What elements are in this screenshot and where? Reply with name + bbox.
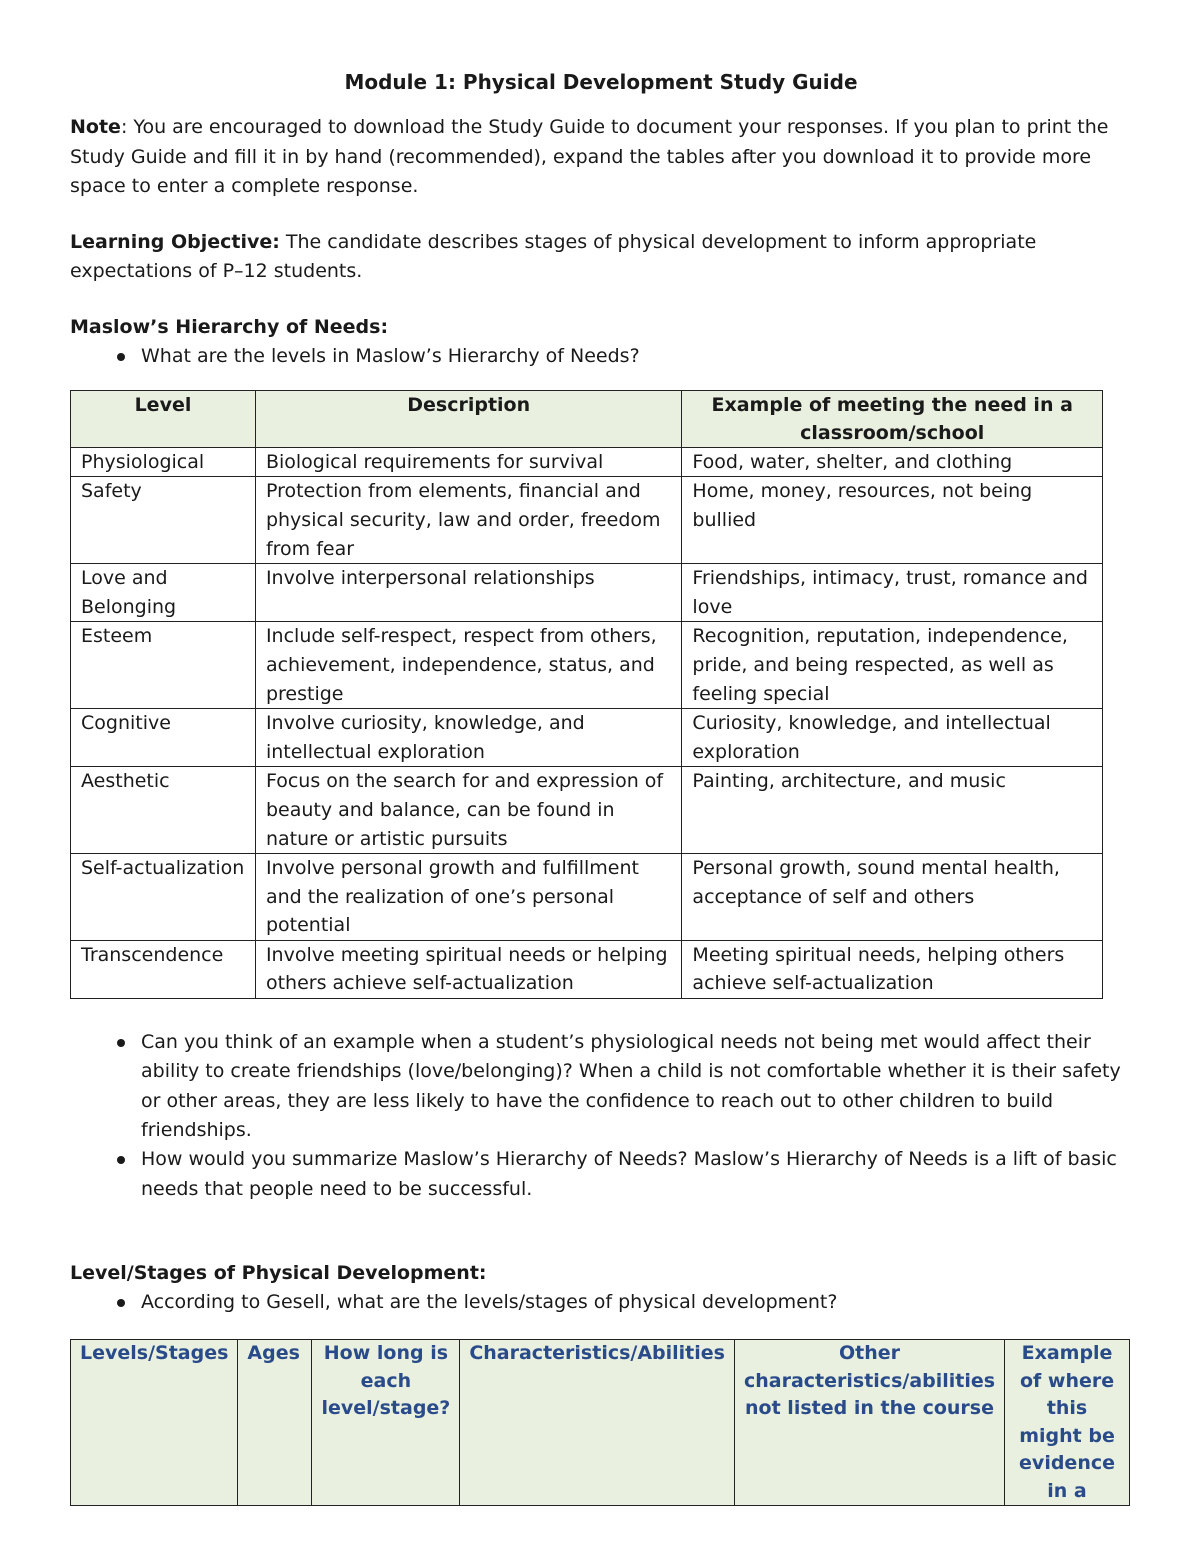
level-cell: Physiological bbox=[71, 447, 256, 477]
header-ages: Ages bbox=[238, 1340, 312, 1506]
followup-summary-answer: How would you summarize Maslow’s Hierarchy of Needs? Maslow’s Hierarchy of Needs is a lift of basic needs that people need to be successful. bbox=[141, 1145, 1141, 1204]
header-duration: How long is each level/stage? bbox=[312, 1340, 460, 1506]
physical-table-header-row bbox=[71, 1340, 1130, 1506]
description-cell: Involve curiosity, knowledge, and intellectual exploration bbox=[255, 709, 681, 767]
example-cell: Meeting spiritual needs, helping others achieve self-actualization bbox=[682, 940, 1103, 998]
level-cell: Cognitive bbox=[71, 709, 256, 767]
level-cell: Self-actualization bbox=[71, 854, 256, 941]
physical-question: According to Gesell, what are the levels/stages of physical development? bbox=[141, 1288, 1132, 1317]
level-cell: Transcendence bbox=[71, 940, 256, 998]
table-row bbox=[71, 477, 1103, 564]
note-label: Note bbox=[70, 116, 121, 138]
description-cell: Include self-respect, respect from others, achievement, independence, status, and prestige bbox=[255, 622, 681, 709]
physical-heading: Level/Stages of Physical Development: bbox=[70, 1261, 487, 1284]
example-cell: Curiosity, knowledge, and intellectual exploration bbox=[682, 709, 1103, 767]
maslow-header-level: Level bbox=[71, 390, 256, 447]
physical-question-list bbox=[70, 1288, 1132, 1317]
maslow-heading: Maslow’s Hierarchy of Needs: bbox=[70, 315, 389, 338]
physical-development-table bbox=[70, 1339, 1130, 1506]
header-example-evidence: Example of where this might be evidence in a bbox=[1005, 1340, 1130, 1506]
page-title: Module 1: Physical Development Study Guide bbox=[344, 70, 858, 94]
example-cell: Recognition, reputation, independence, pride, and being respected, as well as feeling special bbox=[682, 622, 1103, 709]
table-row bbox=[71, 854, 1103, 941]
table-row bbox=[71, 767, 1103, 854]
description-cell: Involve meeting spiritual needs or helping others achieve self-actualization bbox=[255, 940, 681, 998]
example-cell: Painting, architecture, and music bbox=[682, 767, 1103, 854]
example-cell: Food, water, shelter, and clothing bbox=[682, 447, 1103, 477]
note-paragraph bbox=[70, 113, 1120, 202]
example-cell: Friendships, intimacy, trust, romance and love bbox=[682, 564, 1103, 622]
objective-label: Learning Objective: bbox=[70, 230, 280, 253]
table-row bbox=[71, 447, 1103, 477]
maslow-question-list bbox=[70, 342, 1132, 371]
example-cell: Home, money, resources, not being bullied bbox=[682, 477, 1103, 564]
description-cell: Involve interpersonal relationships bbox=[255, 564, 681, 622]
objective-text: The candidate describes stages of physical development to inform appropriate expectations of P–12 students. bbox=[70, 230, 1037, 282]
maslow-header-example: Example of meeting the need in a classroom/school bbox=[682, 390, 1103, 447]
note-text: : You are encouraged to download the Study Guide to document your responses. If you plan to print the Study Guide and fill it in by hand (recommended), expand the tables after you download it to provide more space to enter a complete response. bbox=[70, 116, 1109, 197]
table-row bbox=[71, 622, 1103, 709]
description-cell: Involve personal growth and fulfillment and the realization of one’s personal potential bbox=[255, 854, 681, 941]
followup-list bbox=[70, 1028, 1141, 1204]
header-characteristics: Characteristics/Abilities bbox=[460, 1340, 735, 1506]
maslow-header-description: Description bbox=[255, 390, 681, 447]
followup-physiological-answer: Can you think of an example when a student’s physiological needs not being met would affect their ability to create friendships (love/belonging)? When a child is not comfortable whether it is their safety or other areas, they are less likely to have the confidence to reach out to other children to build friendships. bbox=[141, 1028, 1141, 1145]
level-cell: Safety bbox=[71, 477, 256, 564]
description-cell: Protection from elements, financial and physical security, law and order, freedom from fear bbox=[255, 477, 681, 564]
level-cell: Esteem bbox=[71, 622, 256, 709]
table-row bbox=[71, 940, 1103, 998]
table-row bbox=[71, 564, 1103, 622]
description-cell: Focus on the search for and expression of beauty and balance, can be found in nature or artistic pursuits bbox=[255, 767, 681, 854]
table-row bbox=[71, 709, 1103, 767]
level-cell: Aesthetic bbox=[71, 767, 256, 854]
header-levels-stages: Levels/Stages bbox=[71, 1340, 238, 1506]
objective-paragraph bbox=[70, 228, 1070, 287]
header-other-characteristics: Other characteristics/abilities not listed in the course bbox=[734, 1340, 1004, 1506]
document-page bbox=[70, 70, 1132, 1506]
maslow-table-header-row bbox=[71, 390, 1103, 447]
description-cell: Biological requirements for survival bbox=[255, 447, 681, 477]
maslow-question: What are the levels in Maslow’s Hierarchy of Needs? bbox=[141, 342, 1132, 371]
level-cell: Love and Belonging bbox=[71, 564, 256, 622]
example-cell: Personal growth, sound mental health, acceptance of self and others bbox=[682, 854, 1103, 941]
maslow-table bbox=[70, 390, 1103, 999]
